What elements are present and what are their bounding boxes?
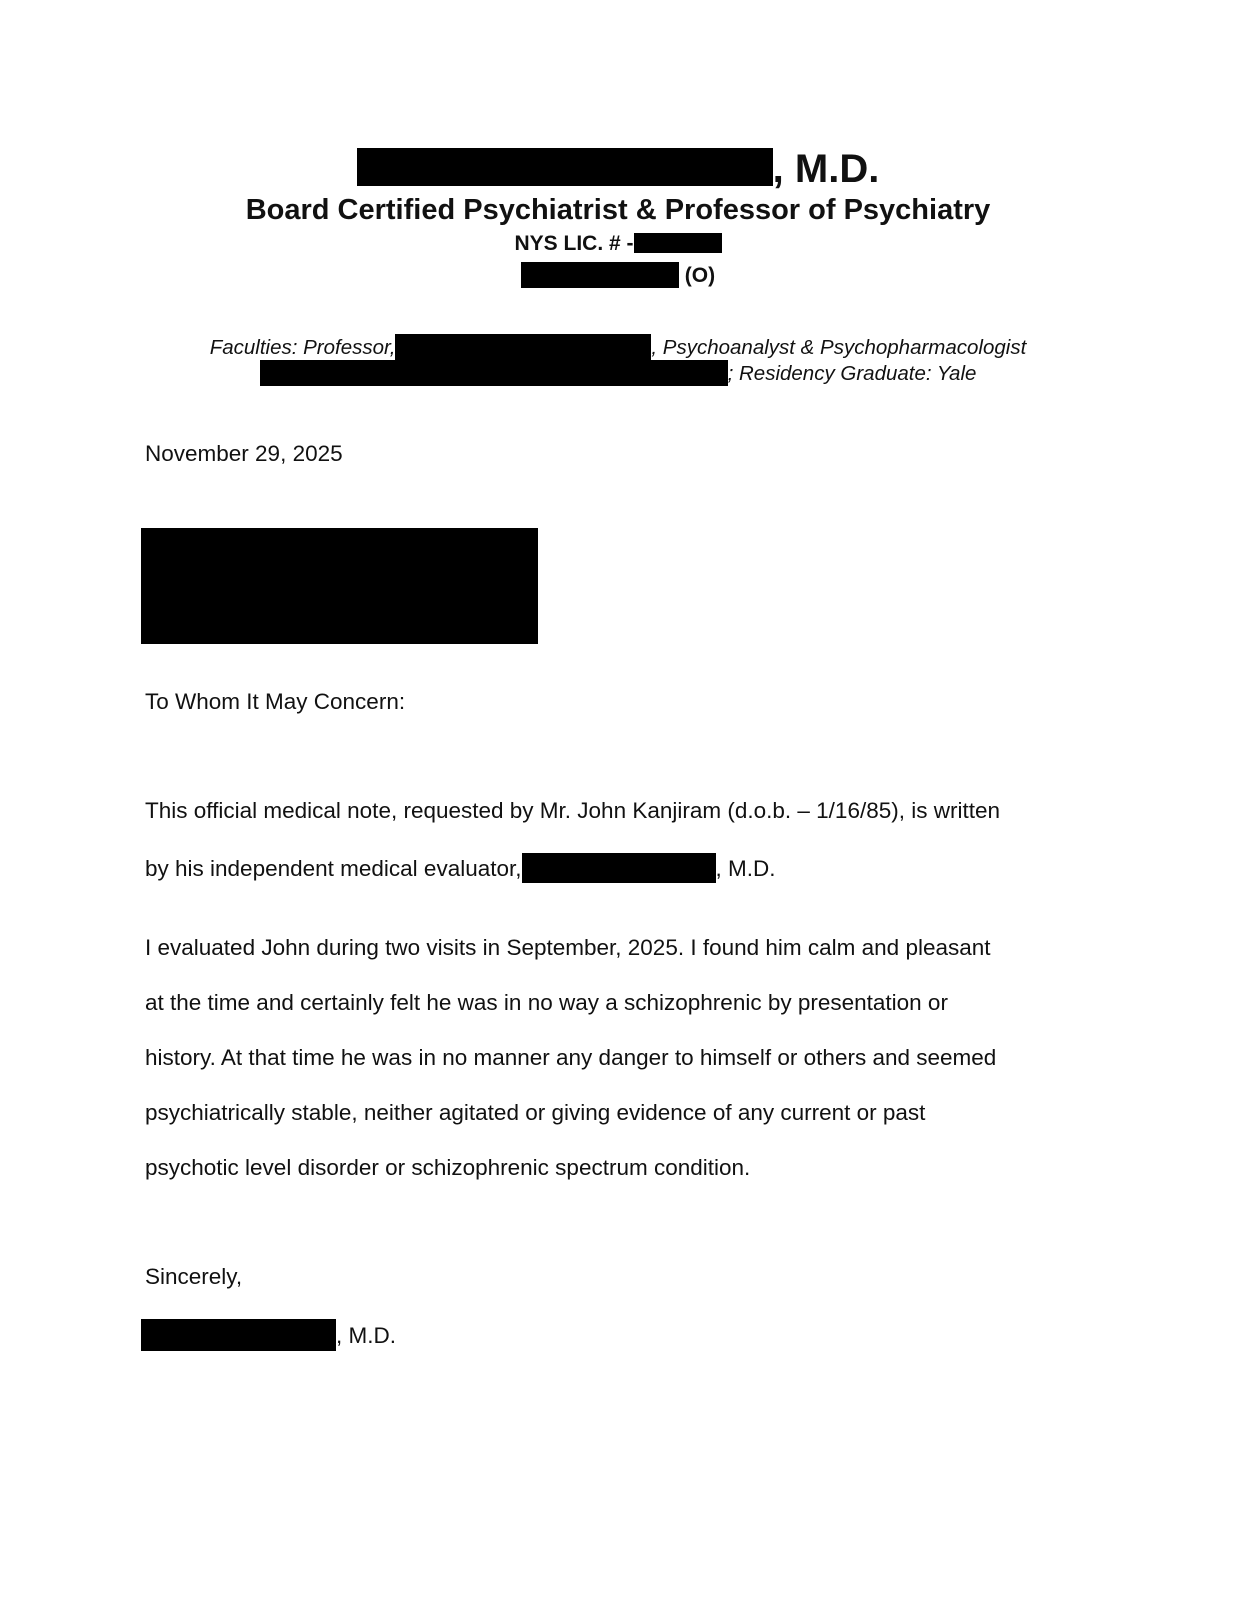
para2-line: I evaluated John during two visits in September, 2025. I found him calm and pleasant — [145, 935, 991, 960]
para2-line: at the time and certainly felt he was in no way a schizophrenic by presentation or — [145, 990, 948, 1015]
para2-line: psychiatrically stable, neither agitated or giving evidence of any current or past — [145, 1100, 926, 1125]
evaluator-prefix: by his independent medical evaluator, — [145, 856, 522, 881]
redacted-institution — [395, 334, 651, 360]
redacted-training — [260, 360, 728, 386]
redacted-evaluator-name — [522, 853, 716, 883]
signature-suffix: , M.D. — [336, 1323, 396, 1348]
redacted-phone — [521, 262, 679, 288]
para1-line2 — [145, 853, 776, 883]
salutation: To Whom It May Concern: — [145, 689, 406, 714]
license-line — [0, 232, 1236, 256]
letterhead-name — [0, 148, 1236, 190]
evaluator-suffix: , M.D. — [715, 856, 776, 881]
license-label: NYS LIC. # - — [514, 232, 634, 255]
faculties-line — [0, 334, 1236, 360]
letterhead-title: Board Certified Psychiatrist & Professor of Psychiatry — [245, 194, 991, 226]
redacted-name — [357, 148, 773, 186]
faculties-suffix: , Psychoanalyst & Psychopharmacologist — [651, 336, 1027, 359]
para2-line: history. At that time he was in no manner any danger to himself or others and seemed — [145, 1045, 997, 1070]
residency-text: ; Residency Graduate: Yale — [727, 362, 977, 385]
redacted-license-number — [634, 233, 722, 253]
name-suffix: , M.D. — [772, 147, 880, 191]
para1-line1: This official medical note, requested by Mr. John Kanjiram (d.o.b. – 1/16/85), is written — [145, 798, 1000, 823]
closing: Sincerely, — [145, 1264, 243, 1289]
faculties-prefix: Faculties: Professor, — [209, 336, 396, 359]
phone-line — [0, 262, 1236, 289]
redacted-signature-name — [141, 1319, 336, 1351]
signature-line — [141, 1319, 396, 1351]
phone-suffix: (O) — [684, 264, 716, 287]
residency-line — [0, 360, 1236, 386]
redacted-recipient-address — [141, 528, 538, 644]
para2-line: psychotic level disorder or schizophrenic spectrum condition. — [145, 1155, 751, 1180]
letter-date: November 29, 2025 — [145, 441, 343, 466]
